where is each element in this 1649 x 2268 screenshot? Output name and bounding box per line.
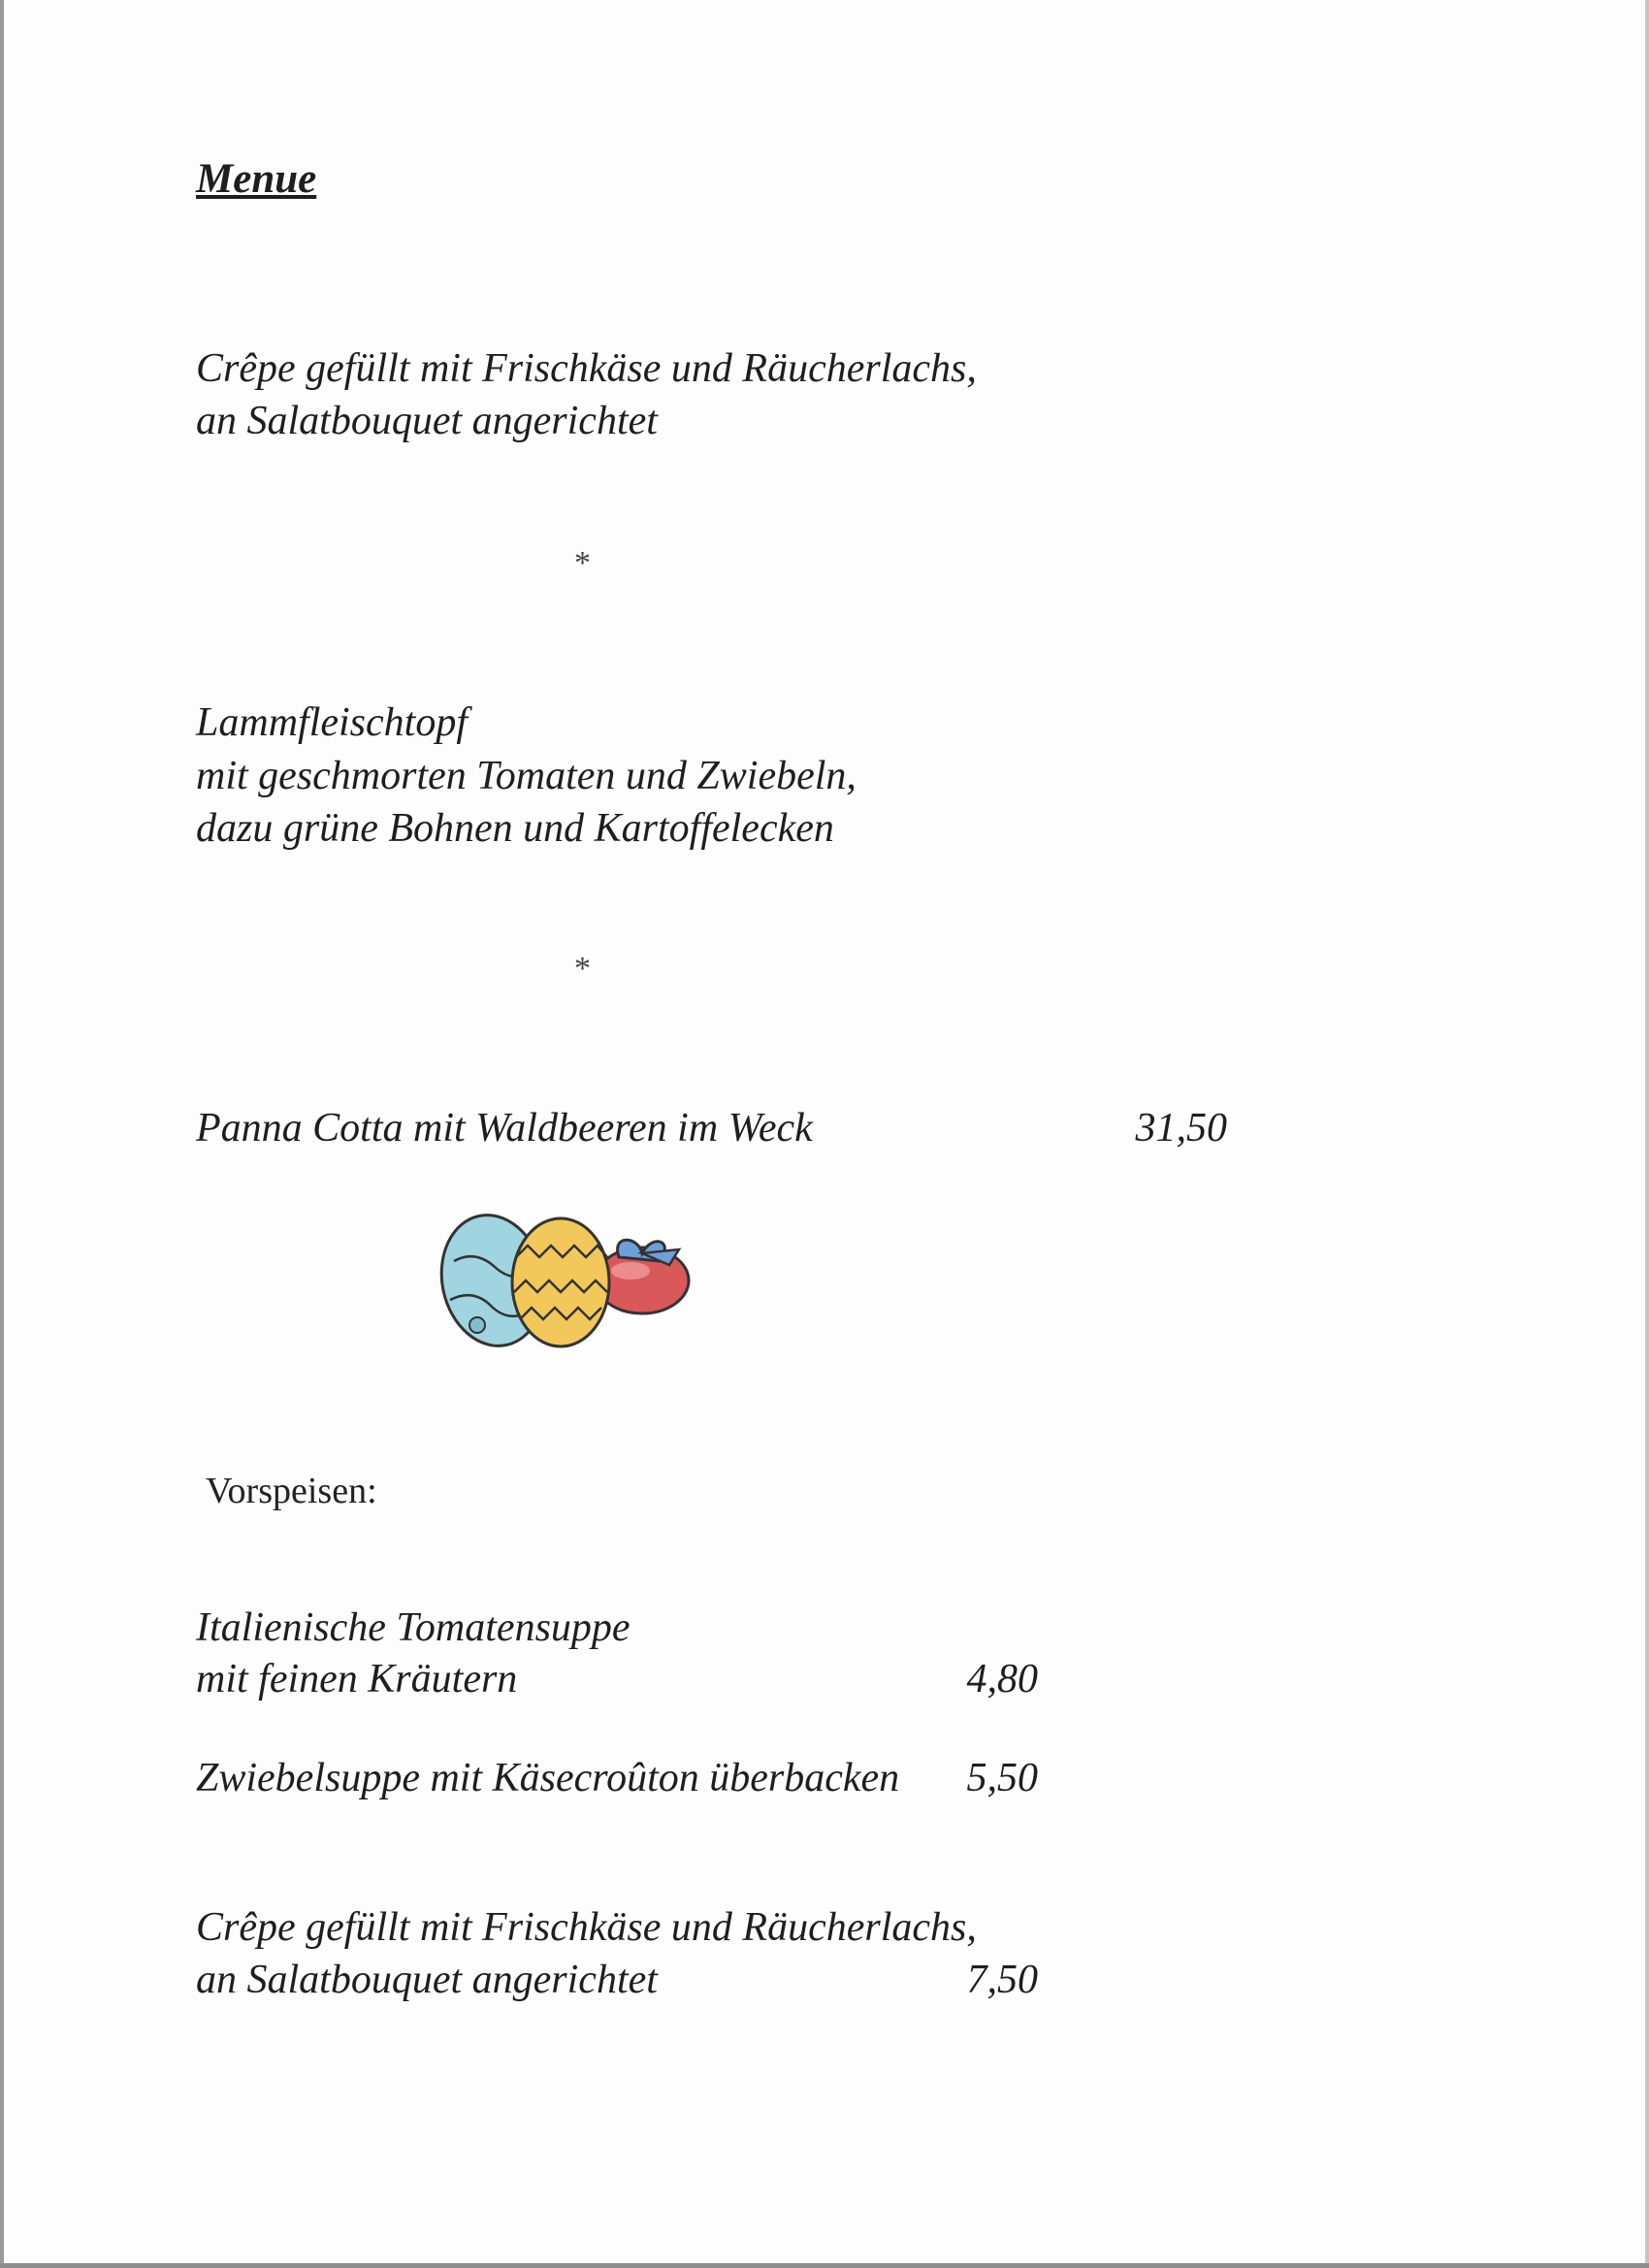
starter2-price: 5,50 [966,1756,1038,1800]
starter3-price: 7,50 [966,1958,1038,2002]
separator-star: * [574,545,591,581]
menu-price: 31,50 [1135,1106,1227,1150]
menu-title: Menue [196,156,317,202]
course2-line1: Lammfleischtopf [196,700,468,745]
scan-edge-right [1645,0,1649,2268]
course1-line1: Crêpe gefüllt mit Frischkäse und Räucherlachs, [196,346,977,391]
starter1-price: 4,80 [966,1657,1038,1701]
course1-line2: an Salatbouquet angerichtet [196,399,658,443]
starter2-line1: Zwiebelsuppe mit Käsecroûton überbacken [196,1756,900,1800]
separator-star: * [574,951,591,987]
starter3-line2: an Salatbouquet angerichtet [196,1958,658,2002]
section-heading-vorspeisen: Vorspeisen: [206,1471,377,1511]
course2-line2: mit geschmorten Tomaten und Zwiebeln, [196,754,857,798]
scan-edge-bottom [0,2263,1649,2268]
course3-line1: Panna Cotta mit Waldbeeren im Weck [196,1106,813,1150]
starter1-line1: Italienische Tomatensuppe [196,1605,630,1650]
starter1-line2: mit feinen Kräutern [196,1657,518,1701]
starter3-line1: Crêpe gefüllt mit Frischkäse und Räucherlachs, [196,1905,977,1950]
scan-edge-left [0,0,4,2268]
easter-eggs-icon [427,1211,708,1356]
course2-line3: dazu grüne Bohnen und Kartoffelecken [196,806,834,851]
